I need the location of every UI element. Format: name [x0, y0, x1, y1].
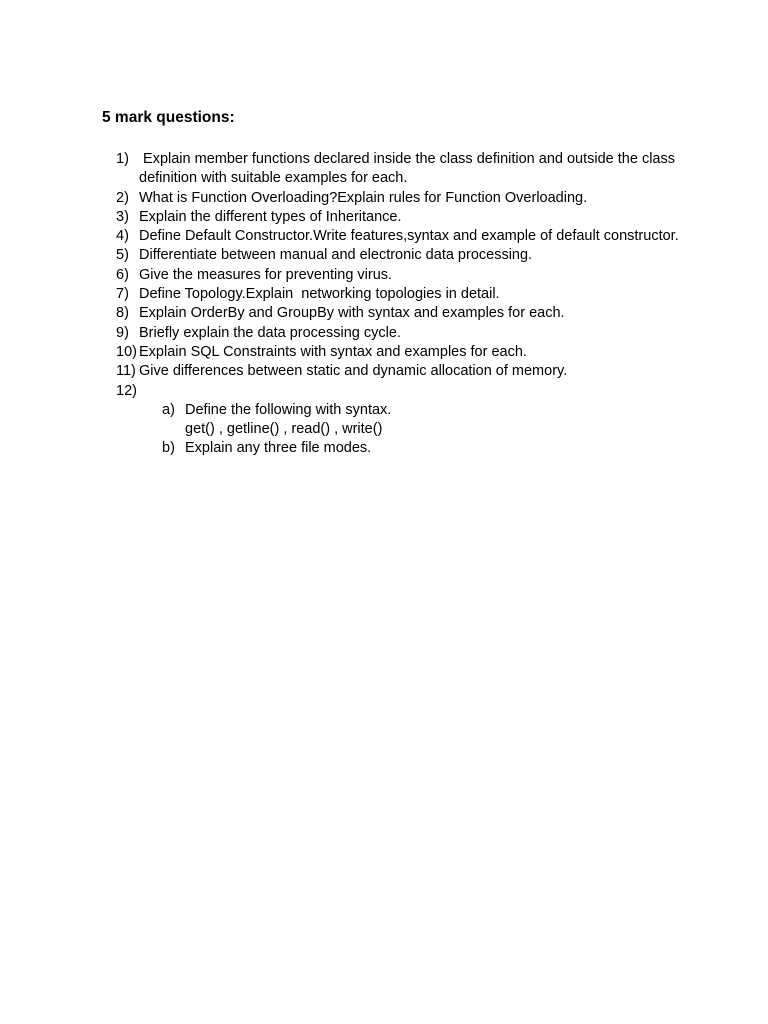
- question-text: Define Topology.Explain networking topologies in detail.: [139, 286, 500, 303]
- question-number: 7): [116, 286, 129, 303]
- question-text: Explain SQL Constraints with syntax and examples for each.: [139, 343, 527, 360]
- sub-question-text: Explain any three file modes.: [185, 440, 372, 457]
- question-number: 6): [116, 266, 129, 283]
- question-text: Explain the different types of Inheritance.: [139, 208, 402, 225]
- question-number: 3): [116, 208, 129, 225]
- question-text: Give the measures for preventing virus.: [139, 266, 393, 283]
- question-text: Explain OrderBy and GroupBy with syntax and examples for each.: [139, 305, 565, 322]
- sub-question-list: [139, 401, 696, 459]
- sub-question-functions: get() , getline() , read() , write(): [185, 421, 383, 438]
- question-number: 5): [116, 247, 129, 264]
- sub-question-text: Define the following with syntax.: [185, 401, 392, 418]
- question-number: 9): [116, 324, 129, 341]
- question-text: Explain member functions declared inside the class definition and outside the class definition with suitable examples for each.: [139, 151, 680, 187]
- question-item: [116, 362, 696, 381]
- question-item: [116, 324, 696, 343]
- question-text: Define Default Constructor.Write features,syntax and example of default constructor.: [139, 228, 679, 245]
- question-text: Briefly explain the data processing cycle.: [139, 324, 401, 341]
- question-list: [116, 150, 696, 459]
- question-text: What is Function Overloading?Explain rules for Function Overloading.: [139, 189, 588, 206]
- question-number: 2): [116, 189, 129, 206]
- question-text: [139, 382, 696, 401]
- question-number: 11): [116, 363, 136, 380]
- question-item: [116, 189, 696, 208]
- question-item: [116, 150, 696, 189]
- question-item: [116, 304, 696, 323]
- question-item: [116, 343, 696, 362]
- question-item: [116, 227, 696, 246]
- question-item: [116, 285, 696, 304]
- question-item: [116, 246, 696, 265]
- question-number: 10): [116, 343, 137, 360]
- sub-question-item: [162, 439, 696, 458]
- question-number: 1): [116, 151, 129, 167]
- question-text: Give differences between static and dynamic allocation of memory.: [139, 363, 568, 380]
- sub-question-label: b): [162, 440, 175, 457]
- sub-question-label: a): [162, 401, 175, 418]
- question-number: 8): [116, 305, 129, 322]
- question-item: [116, 266, 696, 285]
- question-number: 4): [116, 228, 129, 245]
- question-item: [116, 208, 696, 227]
- question-text: Differentiate between manual and electronic data processing.: [139, 247, 533, 264]
- section-heading: 5 mark questions:: [102, 109, 235, 126]
- question-number: 12): [116, 382, 137, 399]
- question-item: [116, 382, 696, 459]
- sub-question-item: [162, 401, 696, 440]
